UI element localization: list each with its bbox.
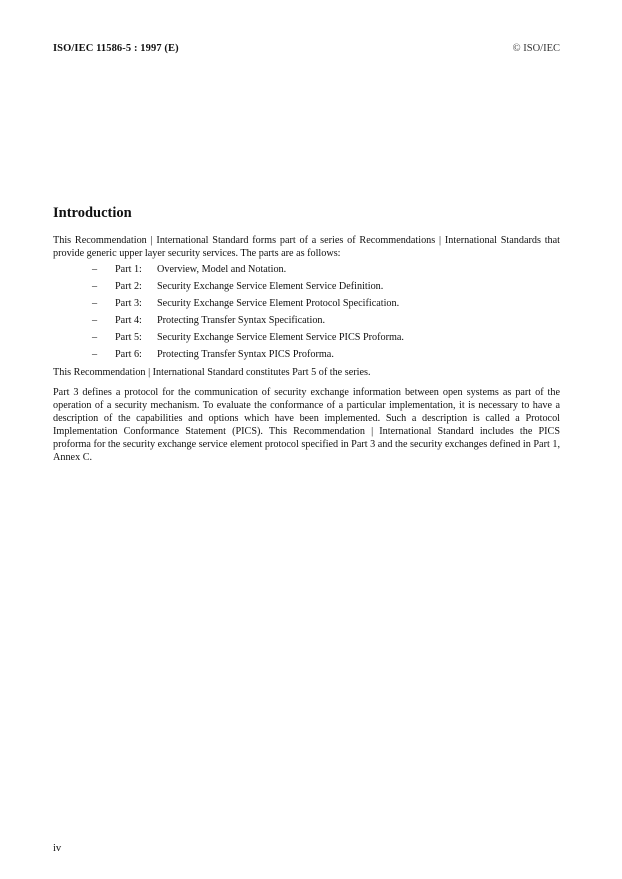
copyright-notice: © ISO/IEC [512,43,560,54]
scope-paragraph: Part 3 defines a protocol for the communication of security exchange information between open systems as part of the operation of a security mechanism. To evaluate the conformance of a particular implementation, it is necessary to have a description of the capabilities and options which have been implemented. Such a description is called a Protocol Implementation Conformance Statement (PICS). This Recommendation | International Standard includes the PICS proforma for the security exchange service element protocol specified in Part 3 and the security exchanges defined in Part 1, Annex C. [53,387,560,463]
list-item [53,278,560,295]
part-title: Overview, Model and Notation. [157,264,287,275]
parts-list [53,261,560,363]
part-title: Security Exchange Service Element Protocol Specification. [157,298,400,309]
part-label: Part 6: [115,349,142,360]
introduction-body [53,234,560,464]
part-label: Part 5: [115,332,142,343]
constitutes-statement: This Recommendation | International Standard constitutes Part 5 of the series. [53,367,371,378]
part-label: Part 4: [115,315,142,326]
list-item [53,261,560,278]
part-title: Security Exchange Service Element Service PICS Proforma. [157,332,404,343]
list-item [53,329,560,346]
list-dash: – [92,332,98,343]
section-title: Introduction [53,205,132,221]
part-title: Protecting Transfer Syntax Specification. [157,315,326,326]
page-number: iv [53,843,62,854]
list-item [53,312,560,329]
list-dash: – [92,315,98,326]
list-dash: – [92,298,98,309]
intro-paragraph: This Recommendation | International Standard forms part of a series of Recommendations | International Standards that provide generic upper layer security services. The parts are as follows: [53,235,560,259]
part-label: Part 3: [115,298,142,309]
list-dash: – [92,349,98,360]
part-title: Protecting Transfer Syntax PICS Proforma. [157,349,334,360]
part-title: Security Exchange Service Element Service Definition. [157,281,384,292]
list-item [53,295,560,312]
document-identifier: ISO/IEC 11586-5 : 1997 (E) [53,43,179,54]
list-dash: – [92,264,98,275]
part-label: Part 1: [115,264,142,275]
list-dash: – [92,281,98,292]
list-item [53,346,560,363]
part-label: Part 2: [115,281,142,292]
